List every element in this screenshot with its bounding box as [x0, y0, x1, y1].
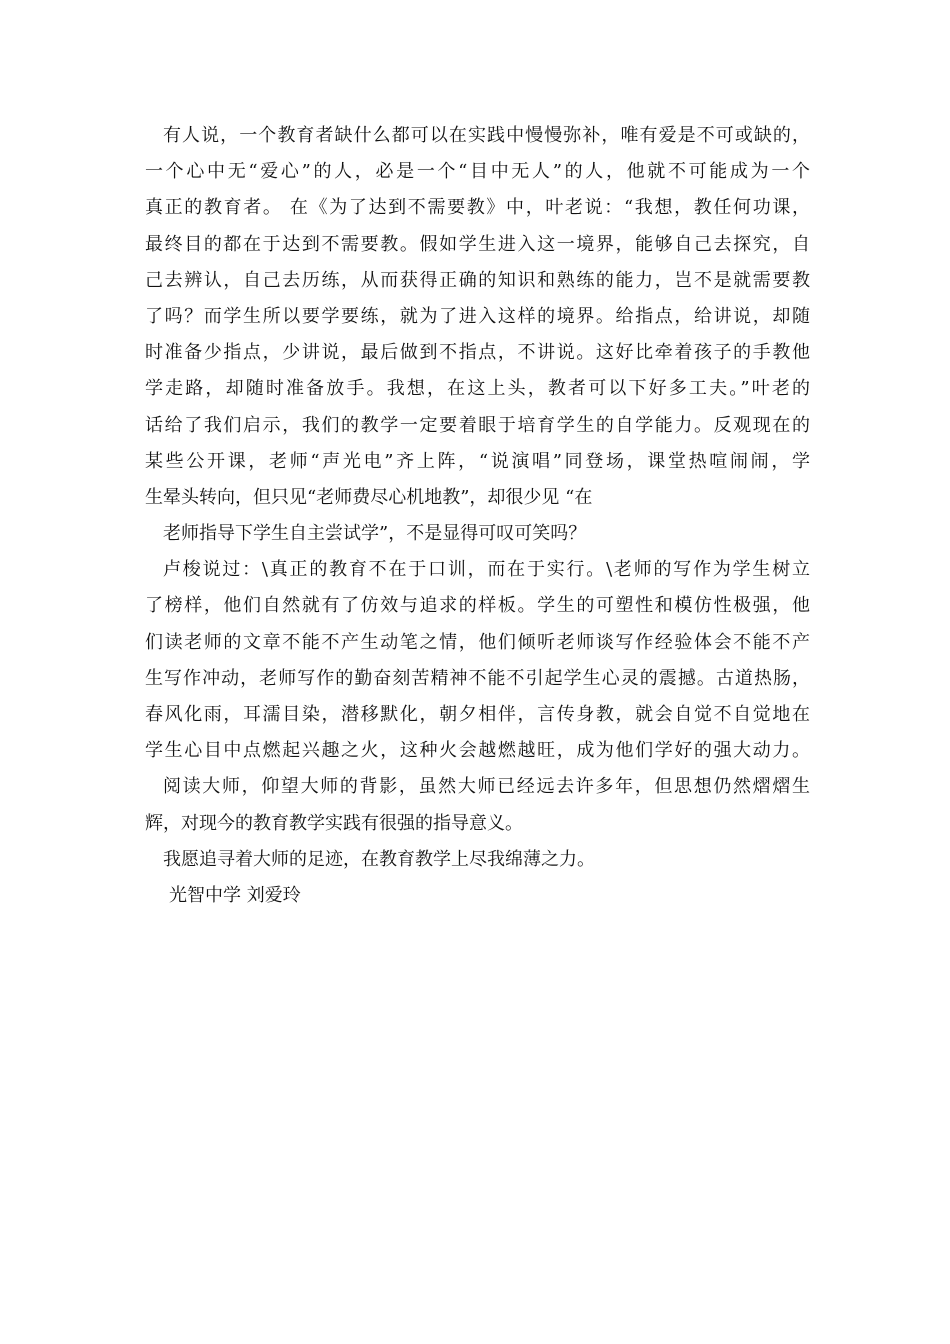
text-line: 生写作冲动，老师写作的勤奋刻苦精神不能不引起学生心灵的震撼。古道热肠，	[145, 667, 810, 689]
text-line: 有人说，一个教育者缺什么都可以在实践中慢慢弥补，唯有爱是不可或缺的，	[163, 125, 810, 146]
text-line: 真正的教育者。 在《为了达到不需要教》中，叶老说：“我想，教任何功课，	[145, 197, 810, 219]
text-line: 学走路，却随时准备放手。我想，在这上头，教者可以下好多工夫。”叶老的	[145, 378, 810, 400]
text-line: 阅读大师，仰望大师的背影，虽然大师已经远去许多年，但思想仍然熠熠生	[163, 776, 810, 798]
text-line: 最终目的都在于达到不需要教。假如学生进入这一境界，能够自己去探究，自	[145, 233, 810, 255]
text-line: 己去辨认，自己去历练，从而获得正确的知识和熟练的能力，岂不是就需要教	[145, 269, 810, 291]
text-line: 学生心目中点燃起兴趣之火，这种火会越燃越旺，成为他们学好的强大动力。	[145, 740, 810, 762]
text-line: 了榜样，他们自然就有了仿效与追求的样板。学生的可塑性和模仿性极强，他	[145, 595, 810, 617]
text-line: 卢梭说过：\真正的教育不在于口训，而在于实行。\老师的写作为学生树立	[163, 559, 810, 581]
signature: 光智中学 刘爱玲	[169, 884, 301, 906]
text-line: 某些公开课，老师“声光电”齐上阵，“说演唱”同登场，课堂热喧闹闹，学	[145, 450, 810, 472]
text-line: 时准备少指点，少讲说，最后做到不指点，不讲说。这好比牵着孩子的手教他	[145, 342, 810, 364]
text-line: 生晕头转向，但只见“老师费尽心机地教”，却很少见 “在	[145, 486, 593, 508]
document-body	[145, 118, 810, 914]
text-line: 一个心中无“爱心”的人，必是一个“目中无人”的人，他就不可能成为一个	[145, 161, 810, 183]
text-line: 春风化雨，耳濡目染，潜移默化，朝夕相伴，言传身教，就会自觉不自觉地在	[145, 704, 810, 725]
text-line: 我愿追寻着大师的足迹，在教育教学上尽我绵薄之力。	[163, 848, 595, 870]
text-line: 老师指导下学生自主尝试学”，不是显得可叹可笑吗？	[163, 523, 587, 545]
text-line: 们读老师的文章不能不产生动笔之情，他们倾听老师谈写作经验体会不能不产	[145, 631, 810, 653]
text-line: 了吗？而学生所以要学要练，就为了进入这样的境界。给指点，给讲说，却随	[145, 305, 810, 327]
text-line: 话给了我们启示，我们的教学一定要着眼于培育学生的自学能力。反观现在的	[145, 414, 810, 436]
text-line: 辉，对现今的教育教学实践有很强的指导意义。	[145, 812, 523, 834]
